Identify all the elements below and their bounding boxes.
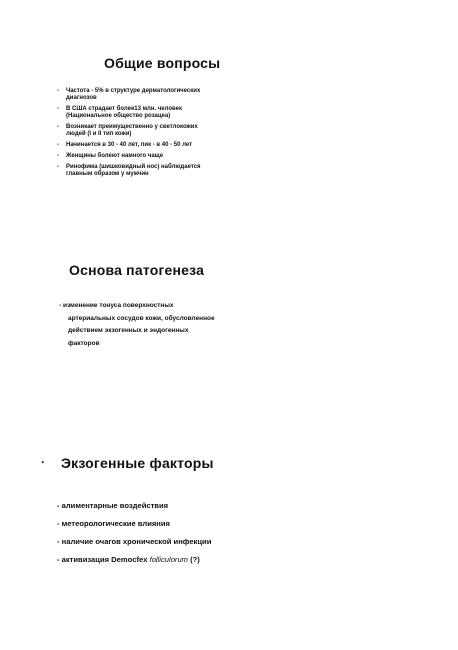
list-item: - Ринофима (шишковидный нос) наблюдается главным образом у мужчин [57,164,201,177]
section2-line: - изменение тонуса поверхностных [59,302,174,309]
section2-line: действием экзогенных и эндогенных [68,327,189,334]
list-item: - метеорологические влияния [57,519,170,528]
section2-line: факторов [68,339,100,347]
section1-list [57,88,212,182]
list-item: - наличие очагов хронической инфекции [57,537,212,546]
list-item-prefix: - активизация Democfex [57,555,148,564]
section1-title: Общие вопросы [104,55,221,71]
list-item: - В США страдает более13 млн. человек (Национальное общество розацеа) [57,106,182,119]
species-name: folliculorum [149,555,188,564]
list-item [57,555,257,564]
section2-text [59,300,239,350]
question-mark: (?) [190,555,200,564]
section3-list [57,501,257,564]
section2-title: Основа патогенеза [69,262,205,278]
list-item: - Женщины болеют намного чаще [57,153,164,159]
list-item: - Возникает преимущественно у светлокожих людей (I и II тип кожи) [57,124,198,137]
list-item: - Частота - 5% в структуре дерматологических диагнозов [57,88,201,101]
section2-line: артериальных сосудов кожи, обусловленное [68,314,215,322]
section3-bullet: . [41,452,45,466]
section3-title: Экзогенные факторы [61,455,214,471]
list-item: - Начинается в 30 - 40 лет, пик - в 40 - 50 лет [57,142,193,148]
list-item: - алиментарные воздействия [57,501,169,510]
